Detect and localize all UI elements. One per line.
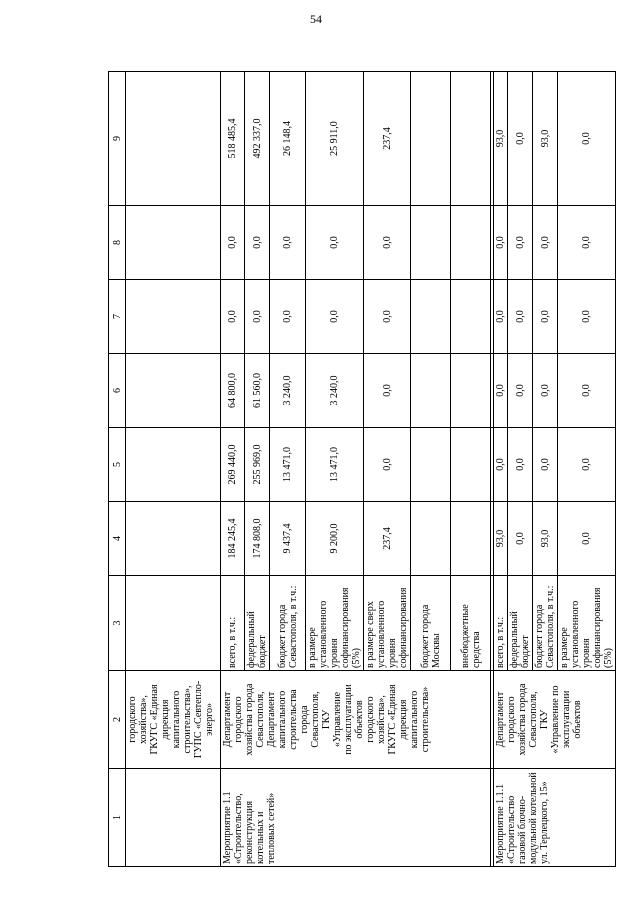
responsible-line: Департамент [266,691,277,748]
value-cell [411,206,451,280]
responsible-line: строительства», [182,685,193,754]
value-cell: 0,0 [558,72,616,206]
funding-source: бюджет города Севастополя, в т.ч.: [533,576,558,671]
value-cell: 255 969,0 [245,428,270,502]
value-cell: 0,0 [508,72,533,206]
col-header: 6 [109,354,126,428]
funding-source: федеральный бюджет [508,576,533,671]
responsible-line: «Управление [332,691,343,748]
cell [126,354,221,428]
value-cell: 0,0 [364,428,411,502]
value-cell: 0,0 [270,280,306,354]
responsible-line: энерго» [204,703,215,736]
value-cell: 93,0 [533,72,558,206]
col-header: 9 [109,72,126,206]
col-header: 7 [109,280,126,354]
value-cell [411,502,451,576]
responsible-line: ГКУГС «Единая [387,684,398,755]
value-cell [451,72,491,206]
responsible-line: городского [127,696,138,743]
value-cell [451,502,491,576]
value-cell [451,354,491,428]
value-cell: 26 148,4 [270,72,306,206]
value-cell [411,354,451,428]
funding-source: в размере установленного уровня софинансирования (5%) [306,576,364,671]
value-cell [451,428,491,502]
measure-name: Мероприятие 1.1.1 «Строительство газовой блочно-модульной котельной ул. Терлецкого, 15» [494,769,616,867]
cell [126,502,221,576]
value-cell: 184 245,4 [221,502,245,576]
value-cell: 0,0 [533,280,558,354]
responsible-line: Севастополя, [255,691,266,748]
responsible-line: капитального [409,690,420,749]
responsible-line: дирекция [160,699,171,740]
col-header: 3 [109,576,126,671]
responsible-line: Департамент [495,691,506,748]
col-header: 2 [109,671,126,769]
responsible-line: хозяйства города [517,683,528,756]
value-cell: 0,0 [306,206,364,280]
value-cell: 0,0 [245,280,270,354]
value-cell: 0,0 [558,502,616,576]
value-cell [411,72,451,206]
responsible-line: ГКУ [321,709,332,730]
responsible-line: капитального [277,690,288,749]
responsible-line: Севастополя, [528,691,539,748]
responsible-cell [494,671,616,769]
continuation-row [126,72,221,867]
value-cell: 0,0 [494,354,508,428]
value-cell: 0,0 [533,206,558,280]
value-cell: 237,4 [364,502,411,576]
value-cell [411,280,451,354]
value-cell: 0,0 [508,428,533,502]
responsible-line: Севастополя, [310,691,321,748]
value-cell: 93,0 [494,502,508,576]
value-cell: 64 800,0 [221,354,245,428]
value-cell: 0,0 [508,502,533,576]
funding-source: всего, в т.ч.: [221,576,245,671]
page-number: 54 [310,12,322,26]
responsible-line: города [299,705,310,734]
responsible-line: объектов [354,700,365,739]
cell [126,206,221,280]
responsible-cell [126,671,221,769]
responsible-line: объектов [572,700,583,739]
value-cell: 9 200,0 [306,502,364,576]
cell [126,428,221,502]
value-cell: 25 911,0 [306,72,364,206]
value-cell: 0,0 [533,428,558,502]
value-cell: 0,0 [221,206,245,280]
value-cell: 0,0 [533,354,558,428]
value-cell: 0,0 [508,280,533,354]
measure-name: Мероприятие 1.1 «Строительство, реконструкция котельных и тепловых сетей» [221,769,491,867]
responsible-line: хозяйства», [376,695,387,744]
value-cell: 61 560,0 [245,354,270,428]
value-cell: 93,0 [533,502,558,576]
value-cell: 492 337,0 [245,72,270,206]
funding-source: внебюджетные средства [451,576,491,671]
funding-source: в размере сверх установленного уровня софинансирования [364,576,411,671]
responsible-line: Департамент [222,691,233,748]
value-cell: 0,0 [364,206,411,280]
header-row [109,72,126,867]
value-cell: 237,4 [364,72,411,206]
responsible-line: городского [233,696,244,743]
value-cell: 174 808,0 [245,502,270,576]
value-cell: 0,0 [364,280,411,354]
value-cell: 0,0 [558,280,616,354]
value-cell: 3 240,0 [306,354,364,428]
funding-source: бюджет города Москвы [411,576,451,671]
responsible-line: ГУПС «Севтепло- [193,680,204,759]
cell [126,72,221,206]
value-cell [411,428,451,502]
responsible-line: по эксплуатации [343,684,354,755]
value-cell: 0,0 [245,206,270,280]
value-cell: 93,0 [494,72,508,206]
table-row [221,72,245,867]
responsible-line: капитального [171,690,182,749]
cell [126,769,221,867]
value-cell: 13 471,0 [306,428,364,502]
value-cell: 269 440,0 [221,428,245,502]
funding-source: бюджет города Севастополя, в т.ч.: [270,576,306,671]
value-cell: 0,0 [494,428,508,502]
funding-source: всего, в т.ч.: [494,576,508,671]
value-cell: 0,0 [494,206,508,280]
col-header: 5 [109,428,126,502]
responsible-line: строительства» [420,686,431,753]
value-cell: 0,0 [494,280,508,354]
value-cell: 13 471,0 [270,428,306,502]
responsible-line: ГКУ [539,709,550,730]
cell [126,280,221,354]
funding-source: федеральный бюджет [245,576,270,671]
value-cell: 0,0 [508,206,533,280]
responsible-line: городского [365,696,376,743]
value-cell [451,280,491,354]
cell [126,576,221,671]
value-cell: 3 240,0 [270,354,306,428]
value-cell: 0,0 [221,280,245,354]
table-row [494,72,508,867]
value-cell: 0,0 [270,206,306,280]
responsible-line: «Управление по [550,685,561,754]
value-cell: 0,0 [364,354,411,428]
responsible-line: хозяйства города [244,683,255,756]
value-cell: 518 485,4 [221,72,245,206]
responsible-line: хозяйства», [138,695,149,744]
value-cell: 0,0 [508,354,533,428]
responsible-line: дирекция [398,699,409,740]
value-cell [451,206,491,280]
budget-table [108,71,616,867]
rotated-table-container [108,72,614,867]
responsible-line: строительства [288,689,299,750]
value-cell: 0,0 [558,354,616,428]
funding-source: в размере установленного уровня софинансирования (5%) [558,576,616,671]
value-cell: 9 437,4 [270,502,306,576]
responsible-cell [221,671,491,769]
col-header: 1 [109,769,126,867]
value-cell: 0,0 [558,206,616,280]
col-header: 8 [109,206,126,280]
responsible-line: городского [506,696,517,743]
col-header: 4 [109,502,126,576]
responsible-line: ГКУГС «Единая [149,684,160,755]
value-cell: 0,0 [558,428,616,502]
value-cell: 0,0 [306,280,364,354]
responsible-line: эксплуатации [561,690,572,749]
